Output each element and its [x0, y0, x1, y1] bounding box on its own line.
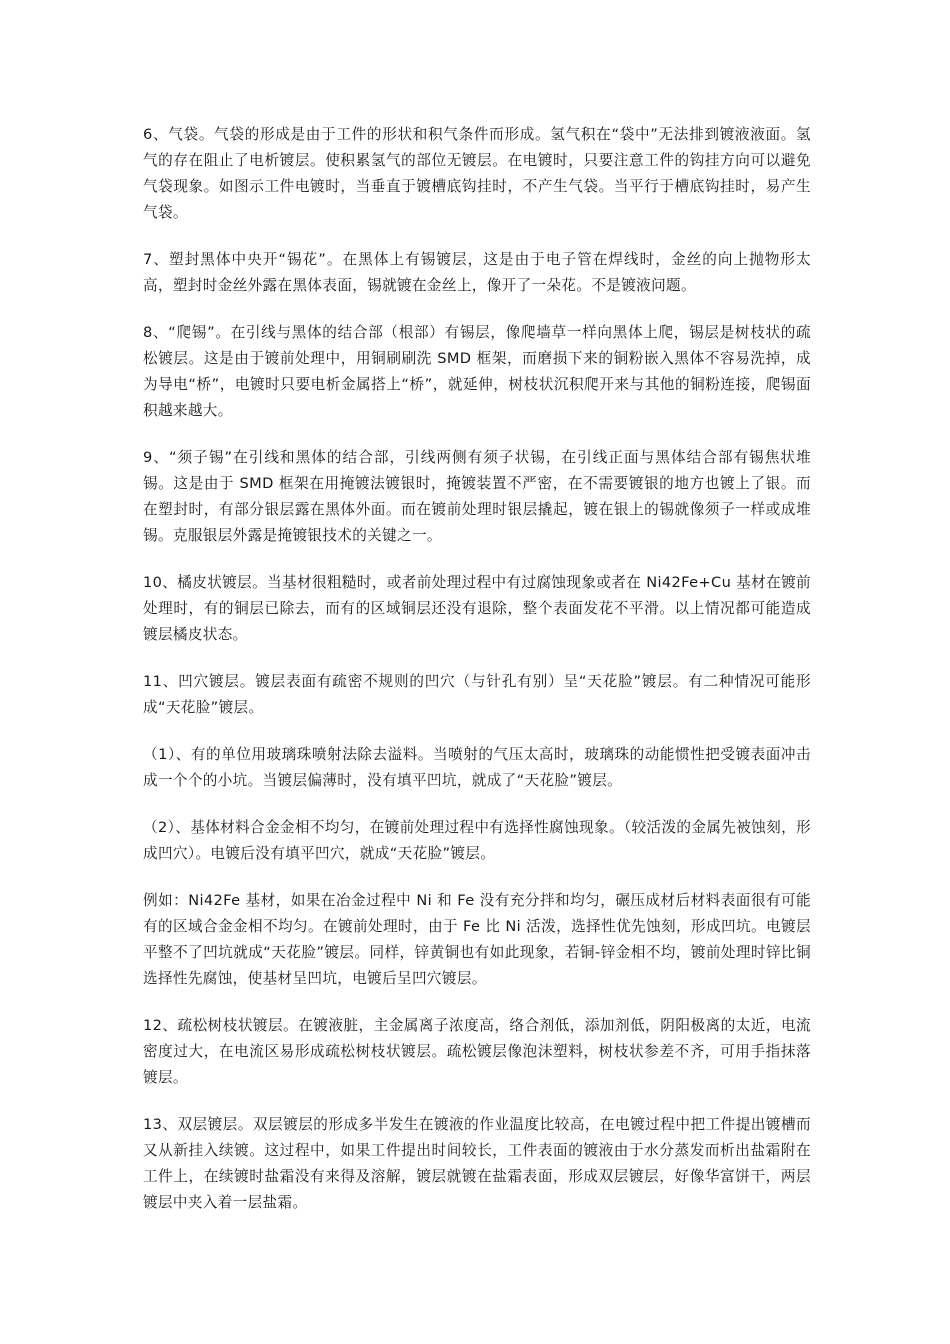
paragraph-item-6: 6、气袋。气袋的形成是由于工件的形状和积气条件而形成。氢气积在“袋中”无法排到镀液液面。氢气的存在阻止了电析镀层。使积累氢气的部位无镀层。在电镀时，只要注意工件的钩挂方向可以避免气袋现象。如图示工件电镀时，当垂直于镀槽底钩挂时，不产生气袋。当平行于槽底钩挂时，易产生气袋。	[143, 126, 811, 221]
paragraph-item-11-case-1: （1）、有的单位用玻璃珠喷射法除去溢料。当喷射的气压太高时，玻璃珠的动能惯性把受镀表面冲击成一个个的小坑。当镀层偏薄时，没有填平凹坑，就成了“天花脸”镀层。	[143, 746, 811, 789]
paragraph-example: 例如：Ni42Fe 基材，如果在冶金过程中 Ni 和 Fe 没有充分拌和均匀，碾压成材后材料表面很有可能有的区域合金金相不均匀。在镀前处理时，由于 Fe 比 Ni 活泼，选择性优先蚀刻，形成凹坑。电镀层平整不了凹坑就成“天花脸”镀层。同样，锌黄铜也有如此现象，若铜-锌金相不均，镀前处理时锌比铜选择性先腐蚀，使基材呈凹坑，电镀后呈凹穴镀层。	[143, 892, 811, 987]
paragraph-item-8: 8、“爬锡”。在引线与黑体的结合部（根部）有锡层，像爬墙草一样向黑体上爬，锡层是树枝状的疏松镀层。这是由于镀前处理中，用铜刷刷洗 SMD 框架，而磨损下来的铜粉嵌入黑体不容易洗掉，成为导电“桥”，电镀时只要电析金属搭上“桥”，就延伸，树枝状沉积爬开来与其他的铜粉连接，爬锡面积越来越大。	[143, 324, 811, 419]
paragraph-item-10: 10、橘皮状镀层。当基材很粗糙时，或者前处理过程中有过腐蚀现象或者在 Ni42Fe+Cu 基材在镀前处理时，有的铜层已除去，而有的区域铜层还没有退除，整个表面发花不平滑。以上情况都可能造成镀层橘皮状态。	[143, 574, 811, 643]
document-body	[143, 122, 811, 1237]
paragraph-item-12: 12、疏松树枝状镀层。在镀液脏，主金属离子浓度高，络合剂低，添加剂低，阴阳极离的太近，电流密度过大，在电流区易形成疏松树枝状镀层。疏松镀层像泡沫塑料，树枝状参差不齐，可用手指抹落镀层。	[143, 1017, 811, 1086]
paragraph-item-11: 11、凹穴镀层。镀层表面有疏密不规则的凹穴（与针孔有别）呈“天花脸”镀层。有二种情况可能形成“天花脸”镀层。	[143, 673, 811, 716]
paragraph-item-13: 13、双层镀层。双层镀层的形成多半发生在镀液的作业温度比较高，在电镀过程中把工件提出镀槽而又从新挂入续镀。这过程中，如果工件提出时间较长，工件表面的镀液由于水分蒸发而析出盐霜附在工件上，在续镀时盐霜没有来得及溶解，镀层就镀在盐霜表面，形成双层镀层，好像华富饼干，两层镀层中夹入着一层盐霜。	[143, 1116, 811, 1211]
paragraph-item-11-case-2: （2）、基体材料合金金相不均匀，在镀前处理过程中有选择性腐蚀现象。（较活泼的金属先被蚀刻，形成凹穴）。电镀后没有填平凹穴，就成“天花脸”镀层。	[143, 819, 811, 862]
paragraph-item-7: 7、塑封黑体中央开“锡花”。在黑体上有锡镀层，这是由于电子管在焊线时，金丝的向上抛物形太高，塑封时金丝外露在黑体表面，锡就镀在金丝上，像开了一朵花。不是镀液问题。	[143, 251, 811, 294]
paragraph-item-9: 9、“须子锡”在引线和黑体的结合部，引线两侧有须子状锡，在引线正面与黑体结合部有锡焦状堆锡。这是由于 SMD 框架在用掩镀法镀银时，掩镀装置不严密，在不需要镀银的地方也镀上了银。而在塑封时，有部分银层露在黑体外面。而在镀前处理时银层撬起，镀在银上的锡就像须子一样或成堆锡。克服银层外露是掩镀银技术的关键之一。	[143, 449, 811, 544]
